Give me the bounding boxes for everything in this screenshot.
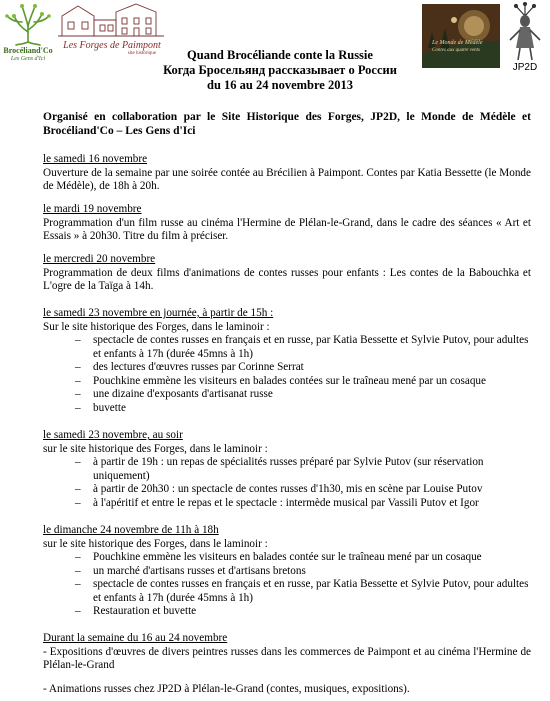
- program-week-section: [43, 632, 531, 673]
- title-french: Quand Brocéliande conte la Russie: [187, 48, 373, 62]
- activity-list: [43, 551, 531, 619]
- dash-bullet: –: [75, 496, 81, 509]
- dash-bullet: –: [75, 605, 81, 617]
- dash-bullet: –: [75, 564, 81, 577]
- dash-bullet: –: [75, 578, 81, 590]
- section-heading: le samedi 16 novembre: [43, 153, 148, 165]
- dash-bullet: –: [75, 483, 81, 495]
- jester-figure-icon: [502, 2, 548, 62]
- broceliande-logo-name: Brocéliand'Co: [3, 46, 53, 55]
- program-day-section: [43, 524, 531, 619]
- broceliande-logo-subtitle: Les Gens d'Ici: [10, 56, 46, 62]
- list-item: – à partir de 20h30 : un spectacle de contes russes d'1h30, mis en scène par Louise Putov: [75, 483, 483, 495]
- list-item: – des lectures d'œuvres russes par Corinne Serrat: [75, 361, 304, 373]
- section-body: Sur le site historique des Forges, dans le laminoir :: [43, 320, 270, 333]
- dash-bullet: –: [75, 388, 81, 400]
- section-body: Programmation de deux films d'animations de contes russes pour enfants : Les contes de la Babouchka et L'ogre de la Taïga à 14h.: [43, 266, 531, 292]
- list-item: – Pouchkine emmène les visiteurs en balades contées sur le traîneau mené par un cosaque: [75, 374, 486, 387]
- section-body: - Expositions d'œuvres de divers peintres russes dans les commerces de Paimpont et au cinéma l'Hermine de Plélan-le-Grand: [43, 645, 531, 671]
- section-heading: le mercredi 20 novembre: [43, 253, 156, 265]
- medele-logo-name: Le Monde de Médèle: [432, 40, 483, 46]
- event-title: [150, 48, 410, 93]
- list-item: – à l'apéritif et entre le repas et le spectacle : intermède musical par Vassili Putov et Igor: [75, 496, 479, 509]
- list-item: – Restauration et buvette: [75, 605, 197, 617]
- title-russian: Когда Бросельянд рассказывает о России: [163, 63, 397, 77]
- list-item: – à partir de 19h : un repas de spécialités russes préparé par Sylvie Putov (sur réservation uniquement): [75, 456, 484, 482]
- program-day-section: [43, 253, 531, 294]
- medele-logo: [422, 4, 500, 68]
- activity-list: [43, 456, 531, 510]
- forges-logo-name: Les Forges de Paimpont: [63, 40, 161, 51]
- jp2d-logo-label: JP2D: [512, 62, 538, 73]
- building-icon: [56, 2, 168, 40]
- dash-bullet: –: [75, 456, 81, 468]
- dash-bullet: –: [75, 551, 81, 563]
- section-body: sur le site historique des Forges, dans le laminoir :: [43, 537, 268, 550]
- closing-note: [43, 683, 531, 697]
- final-note-text: - Animations russes chez JP2D à Plélan-le-Grand (contes, musiques, expositions).: [43, 683, 410, 695]
- program-day-section: [43, 307, 531, 415]
- section-body: Ouverture de la semaine par une soirée contée au Brécilien à Paimpont. Contes par Katia Bessette (le Monde de Médèle), de 18h à 20h.: [43, 166, 531, 192]
- section-heading: Durant la semaine du 16 au 24 novembre: [43, 632, 228, 644]
- medele-logo-subtitle: Contes aux quatre vents: [432, 48, 481, 53]
- section-heading: le samedi 23 novembre, au soir: [43, 429, 183, 441]
- program-day-section: [43, 429, 531, 510]
- program-day-section: [43, 203, 531, 244]
- dash-bullet: –: [75, 334, 81, 346]
- list-item: – buvette: [75, 401, 126, 414]
- list-item: – une dizaine d'exposants d'artisanat russe: [75, 388, 273, 400]
- dash-bullet: –: [75, 374, 81, 387]
- jp2d-logo: [502, 2, 548, 78]
- dash-bullet: –: [75, 361, 81, 373]
- section-heading: le dimanche 24 novembre de 11h à 18h: [43, 524, 219, 536]
- broceliande-logo: [2, 2, 54, 64]
- section-body: sur le site historique des Forges, dans le laminoir :: [43, 442, 268, 455]
- list-item: – spectacle de contes russes en français et en russe, par Katia Bessette et Sylvie Putov, pour adultes et enfants à 17h (durée 45mns à 1h): [75, 578, 529, 604]
- dash-bullet: –: [75, 401, 81, 414]
- activity-list: [43, 334, 531, 415]
- list-item: – un marché d'artisans russes et d'artisans bretons: [75, 564, 306, 577]
- organisation-statement: Organisé en collaboration par le Site Historique des Forges, JP2D, le Monde de Médèle et Brocéliand'Co – Les Gens d'Ici: [43, 111, 531, 137]
- list-item: – Pouchkine emmène les visiteurs en balades contée sur le traîneau mené par un cosaque: [75, 551, 482, 563]
- program-day-section: [43, 153, 531, 194]
- list-item: – spectacle de contes russes en français et en russe, par Katia Bessette et Sylvie Putov, pour adultes et enfants à 17h (durée 45mns à 1h): [75, 334, 529, 360]
- section-heading: le mardi 19 novembre: [43, 203, 142, 215]
- forges-logo-subtitle: site historique: [127, 51, 156, 56]
- section-body: Programmation d'un film russe au cinéma l'Hermine de Plélan-le-Grand, dans le cadre des séances « Art et Essais » à 20h30. Titre du film à préciser.: [43, 216, 531, 242]
- fantasy-illustration-icon: [422, 4, 500, 68]
- section-heading: le samedi 23 novembre en journée, à partir de 15h :: [43, 307, 274, 319]
- title-dates: du 16 au 24 novembre 2013: [207, 78, 353, 92]
